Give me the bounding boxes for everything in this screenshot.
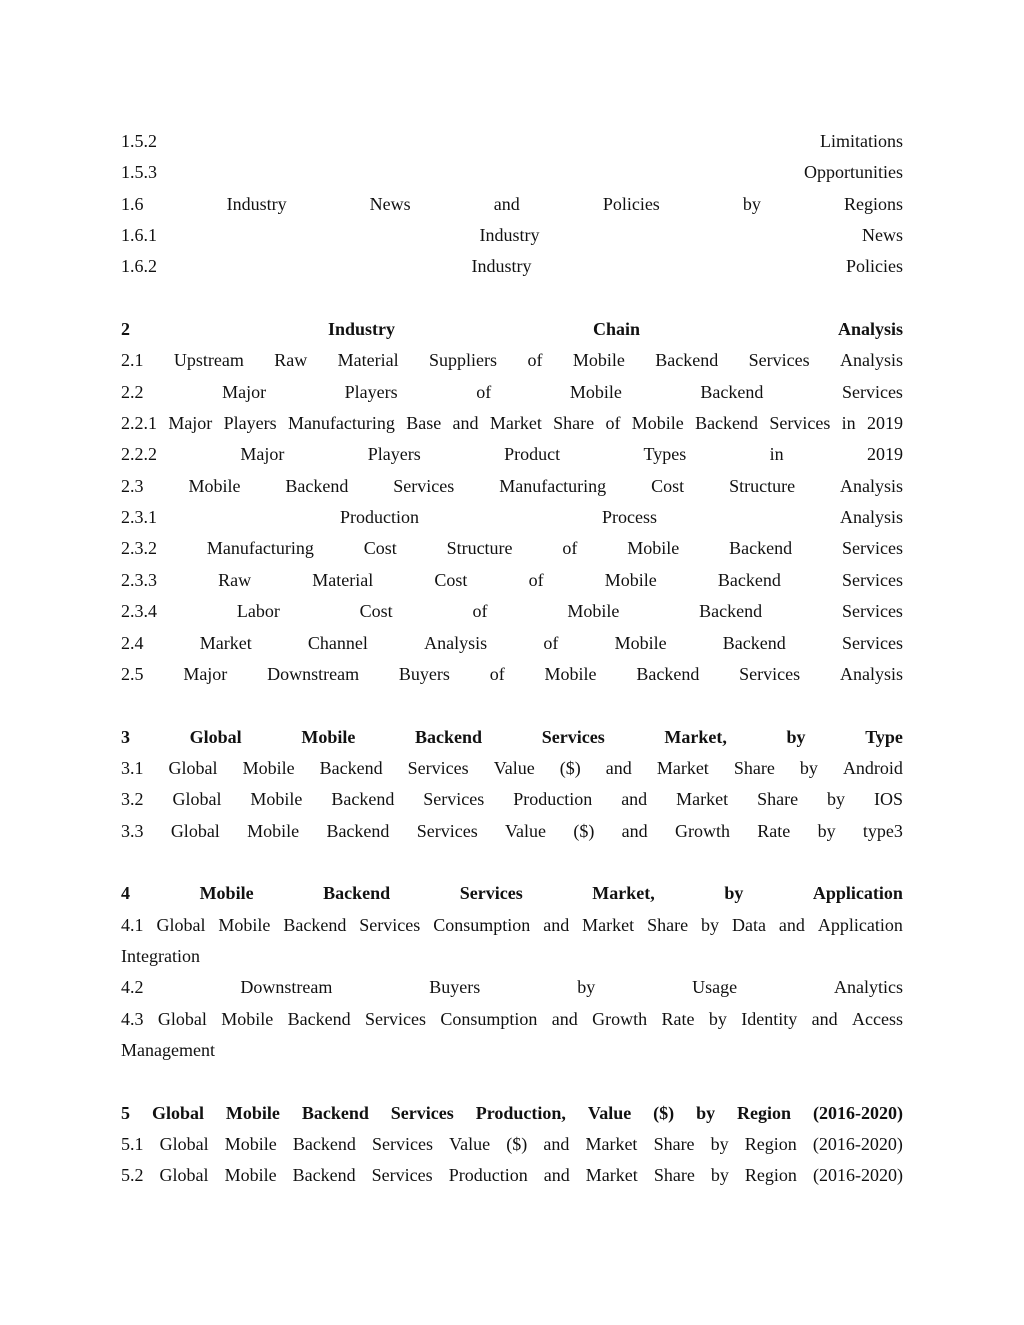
toc-word: Growth — [592, 1008, 648, 1029]
toc-entry — [121, 753, 903, 784]
toc-word: Region — [744, 1134, 797, 1154]
toc-word: 2.2.1 — [121, 413, 157, 434]
toc-word: Services — [841, 538, 903, 559]
toc-word: Mobile — [188, 475, 241, 496]
toc-word: Market — [656, 757, 709, 778]
toc-word: Manufacturing — [499, 475, 607, 496]
section-gap — [121, 690, 903, 721]
toc-word: and — [551, 1008, 578, 1029]
toc-word: Material — [312, 569, 374, 590]
toc-word: Types — [643, 444, 687, 465]
toc-word: Application — [812, 883, 903, 904]
toc-entry — [121, 659, 903, 690]
toc-entry — [121, 533, 903, 564]
toc-word: Market — [585, 1165, 638, 1186]
toc-word: Backend — [323, 883, 391, 904]
toc-word: Mobile — [250, 789, 303, 810]
toc-entry — [121, 377, 903, 408]
toc-word: Services — [541, 726, 605, 747]
toc-word: 2.5 — [121, 663, 144, 684]
toc-entry — [121, 565, 903, 596]
toc-word: Major — [240, 444, 285, 465]
toc-entry — [121, 189, 903, 220]
toc-word: 2019 — [867, 444, 903, 465]
toc-word: Services — [390, 1102, 454, 1123]
toc-entry — [121, 1160, 903, 1191]
toc-word: of — [527, 350, 543, 371]
toc-word: by — [786, 726, 806, 747]
toc-word: Backend — [319, 757, 383, 778]
toc-word: Share — [647, 914, 689, 935]
toc-word: (2016-2020) — [812, 1134, 903, 1154]
toc-word: Services — [841, 569, 903, 590]
toc-entry-wrapped — [121, 910, 903, 941]
toc-word: Backend — [331, 789, 395, 810]
toc-word: Analysis — [839, 663, 903, 684]
toc-word: Market, — [592, 883, 655, 904]
toc-word: Global — [189, 726, 242, 747]
toc-word: by — [710, 1134, 729, 1154]
toc-word: Mobile — [569, 381, 622, 402]
toc-entry-wrapped — [121, 1035, 903, 1066]
toc-word: Access — [851, 1008, 903, 1029]
toc-word: Rate — [757, 820, 791, 841]
toc-word: 2.3.1 — [121, 507, 157, 528]
toc-word: Mobile — [544, 663, 597, 684]
toc-word: 4.2 — [121, 977, 144, 998]
toc-word: Manufacturing — [287, 413, 395, 434]
toc-word: 3.2 — [121, 789, 144, 810]
toc-word: Mobile — [242, 757, 295, 778]
toc-word: News — [369, 193, 411, 214]
toc-word: Raw — [218, 569, 252, 590]
toc-word: Downstream — [267, 663, 360, 684]
toc-word: Backend — [636, 663, 700, 684]
toc-word: 1.6.1 — [121, 225, 157, 246]
toc-word: and — [452, 413, 479, 434]
toc-word: Industry — [471, 256, 532, 277]
toc-word: 1.6.2 — [121, 256, 157, 277]
toc-word: Data — [731, 914, 766, 935]
toc-word: Global — [168, 757, 218, 778]
toc-word: by — [708, 1008, 727, 1029]
toc-word: Analysis — [837, 319, 903, 340]
toc-word: Services — [841, 381, 903, 402]
toc-word: Share — [733, 757, 775, 778]
toc-entry-wrapped — [121, 941, 903, 972]
toc-section-heading — [121, 878, 903, 909]
toc-page — [121, 126, 903, 1192]
toc-word: Consumption — [440, 1008, 538, 1029]
toc-word: Services — [371, 1134, 433, 1154]
toc-word: in — [841, 413, 856, 434]
toc-word: Share — [653, 1165, 695, 1186]
toc-word: Mobile — [199, 883, 254, 904]
toc-word: of — [472, 601, 488, 622]
toc-word: of — [489, 663, 505, 684]
toc-word: and — [543, 914, 570, 935]
toc-word: Channel — [307, 632, 368, 653]
toc-word: Downstream — [240, 977, 333, 998]
toc-word: Upstream — [173, 350, 244, 371]
toc-word: Suppliers — [429, 350, 498, 371]
toc-word: 3 — [121, 726, 130, 747]
toc-word: by — [696, 1102, 716, 1123]
toc-word: Backend — [415, 726, 483, 747]
toc-word: Mobile — [631, 413, 684, 434]
toc-entry — [121, 439, 903, 470]
toc-entry — [121, 126, 903, 157]
toc-word: Backend — [287, 1008, 351, 1029]
toc-word: 2.2 — [121, 381, 144, 402]
toc-word: 2.3.4 — [121, 601, 157, 622]
toc-word: Backend — [301, 1102, 369, 1123]
toc-word: Mobile — [604, 569, 657, 590]
toc-word: Chain — [592, 319, 640, 340]
toc-word: Base — [406, 413, 442, 434]
toc-word: 3.3 — [121, 820, 144, 841]
toc-word: 2.2.2 — [121, 444, 157, 465]
toc-word: Mobile — [224, 1134, 277, 1154]
toc-word: Market — [489, 413, 542, 434]
toc-word: of — [543, 632, 559, 653]
toc-word: Market, — [664, 726, 727, 747]
toc-entry — [121, 784, 903, 815]
toc-word: Mobile — [221, 1008, 274, 1029]
toc-word: Services — [459, 883, 523, 904]
toc-word: Value — [449, 1134, 491, 1154]
toc-word: Global — [159, 1165, 209, 1186]
toc-word: Share — [653, 1134, 695, 1154]
toc-word: of — [605, 413, 621, 434]
toc-word: Consumption — [433, 914, 531, 935]
toc-word: Backend — [717, 569, 781, 590]
toc-word: (2016-2020) — [812, 1165, 903, 1186]
toc-word: Mobile — [572, 350, 625, 371]
toc-word: Product — [504, 444, 561, 465]
toc-word: in — [769, 444, 784, 465]
toc-word: ($) — [559, 757, 581, 778]
toc-word: by — [577, 977, 596, 998]
toc-word: 1.5.2 — [121, 131, 157, 151]
toc-word: Analysis — [424, 632, 488, 653]
toc-word: Share — [757, 789, 799, 810]
toc-word: Players — [223, 413, 277, 434]
toc-word: Buyers — [398, 663, 450, 684]
toc-entry — [121, 972, 903, 1003]
toc-word: type3 — [862, 820, 903, 841]
toc-word: Industry — [226, 193, 287, 214]
toc-word: of — [476, 381, 492, 402]
toc-word: Mobile — [247, 820, 300, 841]
toc-word: Services — [748, 350, 810, 371]
toc-word: Industry — [327, 319, 395, 340]
toc-word: and — [778, 914, 805, 935]
toc-word: 4 — [121, 883, 130, 904]
toc-word: and — [605, 757, 632, 778]
toc-word: Production — [513, 789, 593, 810]
toc-word: Cost — [434, 569, 468, 590]
toc-word: and — [543, 1165, 570, 1186]
toc-word: Major — [183, 663, 228, 684]
toc-word: Services — [407, 757, 469, 778]
toc-word: News — [862, 225, 903, 246]
toc-word: Backend — [283, 914, 347, 935]
section-gap — [121, 847, 903, 878]
toc-word: by — [799, 757, 818, 778]
section-gap — [121, 1066, 903, 1097]
toc-word: Production, — [475, 1102, 566, 1123]
toc-word: of — [562, 538, 578, 559]
toc-word: Value — [587, 1102, 632, 1123]
toc-word: Usage — [692, 977, 738, 998]
toc-word: by — [724, 883, 744, 904]
toc-word: 5.1 — [121, 1134, 144, 1154]
toc-word: Services — [359, 914, 421, 935]
toc-entry — [121, 502, 903, 533]
toc-entry — [121, 408, 903, 439]
toc-word: ($) — [506, 1134, 528, 1154]
toc-word: Value — [505, 820, 547, 841]
toc-entry — [121, 628, 903, 659]
toc-word: Services — [416, 820, 478, 841]
toc-word: Rate — [661, 1008, 695, 1029]
toc-word: Structure — [446, 538, 513, 559]
toc-word: 2.3.2 — [121, 538, 157, 559]
toc-word: Backend — [655, 350, 719, 371]
toc-word: Value — [493, 757, 535, 778]
toc-word: Mobile — [627, 538, 680, 559]
toc-word: ($) — [573, 820, 595, 841]
toc-word: Labor — [236, 601, 280, 622]
toc-word: Industry — [479, 225, 540, 246]
toc-entry — [121, 596, 903, 627]
toc-word: 5 — [121, 1102, 130, 1123]
toc-word: Android — [842, 757, 903, 778]
toc-word: Share — [553, 413, 595, 434]
toc-word: Global — [170, 820, 220, 841]
toc-word: Production — [340, 507, 419, 528]
toc-word: Global — [151, 1102, 204, 1123]
toc-word: Services — [739, 663, 801, 684]
toc-word: Backend — [700, 381, 764, 402]
toc-word: 1.6 — [121, 193, 144, 214]
toc-word: (2016-2020) — [812, 1102, 903, 1123]
toc-word: Limitations — [820, 131, 903, 151]
toc-word: Region — [737, 1102, 792, 1123]
toc-word: and — [621, 820, 648, 841]
toc-word: Structure — [729, 475, 796, 496]
toc-word: IOS — [873, 789, 903, 810]
toc-word: Identity — [741, 1008, 798, 1029]
toc-word: 2.1 — [121, 350, 144, 371]
toc-word: Backend — [699, 601, 763, 622]
toc-word: Raw — [274, 350, 308, 371]
toc-word: and — [621, 789, 648, 810]
toc-word: Regions — [843, 193, 903, 214]
toc-entry — [121, 1129, 903, 1160]
toc-section-heading — [121, 1098, 903, 1129]
toc-word: 2.3 — [121, 475, 144, 496]
toc-entry — [121, 220, 903, 251]
toc-word: Market — [585, 1134, 638, 1154]
toc-word: and — [811, 1008, 838, 1029]
toc-word: Services — [842, 632, 903, 653]
toc-word: 4.3 — [121, 1008, 144, 1029]
toc-word: Buyers — [429, 977, 481, 998]
toc-word: Type — [865, 726, 903, 747]
toc-word: 5.2 — [121, 1165, 144, 1186]
toc-word: Analysis — [839, 350, 903, 371]
toc-word: Analysis — [840, 507, 903, 528]
toc-entry — [121, 251, 903, 282]
section-gap — [121, 283, 903, 314]
toc-word: Mobile — [301, 726, 356, 747]
toc-word: Mobile — [218, 914, 271, 935]
toc-word: Cost — [363, 538, 397, 559]
toc-word: Process — [602, 507, 657, 528]
toc-word: Manufacturing — [206, 538, 314, 559]
toc-word: Growth — [674, 820, 730, 841]
toc-word: Policies — [846, 256, 903, 277]
toc-word: Analytics — [834, 977, 903, 998]
toc-word: Policies — [602, 193, 660, 214]
toc-word: Backend — [722, 632, 786, 653]
toc-word: by — [742, 193, 761, 214]
toc-word: ($) — [653, 1102, 675, 1123]
toc-word: Backend — [326, 820, 390, 841]
toc-word: 1.5.3 — [121, 162, 157, 183]
toc-word: Global — [159, 1134, 209, 1154]
toc-word: Services — [769, 413, 831, 434]
toc-word: 2 — [121, 319, 130, 340]
toc-word: Global — [156, 914, 206, 935]
toc-word: Market — [199, 632, 252, 653]
toc-word: by — [710, 1165, 729, 1186]
toc-word: Services — [423, 789, 485, 810]
toc-word: Market — [582, 914, 635, 935]
toc-word: Material — [337, 350, 399, 371]
toc-word: Services — [841, 601, 903, 622]
toc-word: Backend — [292, 1165, 356, 1186]
toc-word: Production — [448, 1165, 528, 1186]
toc-word: Mobile — [224, 1165, 277, 1186]
toc-word: by — [701, 914, 720, 935]
toc-word: Market — [676, 789, 729, 810]
toc-entry — [121, 345, 903, 376]
toc-word: Backend — [695, 413, 759, 434]
toc-section-heading — [121, 314, 903, 345]
toc-word: Major — [222, 381, 267, 402]
toc-entry-wrapped — [121, 1004, 903, 1035]
toc-entry — [121, 157, 903, 188]
toc-word: Mobile — [567, 601, 620, 622]
toc-word: Analysis — [840, 475, 903, 496]
toc-word: Services — [393, 475, 455, 496]
toc-word: 4.1 — [121, 914, 144, 935]
toc-word: Services — [371, 1165, 433, 1186]
toc-word: 3.1 — [121, 757, 144, 778]
toc-entry — [121, 816, 903, 847]
toc-word: and — [543, 1134, 570, 1154]
toc-word: 2.3.3 — [121, 569, 157, 590]
toc-word: and — [493, 193, 520, 214]
toc-word: 2019 — [866, 413, 903, 434]
toc-word: Management — [121, 1039, 215, 1060]
toc-word: Players — [344, 381, 398, 402]
toc-word: Integration — [121, 945, 200, 966]
toc-word: Mobile — [225, 1102, 280, 1123]
toc-word: Backend — [292, 1134, 356, 1154]
toc-section-heading — [121, 722, 903, 753]
toc-word: Backend — [285, 475, 349, 496]
toc-word: by — [817, 820, 836, 841]
toc-word: of — [528, 569, 544, 590]
toc-word: Application — [817, 914, 903, 935]
toc-word: by — [827, 789, 846, 810]
toc-word: Players — [367, 444, 421, 465]
toc-word: Global — [157, 1008, 207, 1029]
toc-word: 2.4 — [121, 632, 144, 653]
toc-word: Major — [168, 413, 213, 434]
toc-word: Region — [744, 1165, 797, 1186]
toc-word: Cost — [651, 475, 685, 496]
toc-entry — [121, 471, 903, 502]
toc-word: Opportunities — [804, 162, 903, 183]
toc-word: Cost — [359, 601, 393, 622]
toc-word: Backend — [729, 538, 793, 559]
toc-word: Global — [172, 789, 222, 810]
toc-word: Mobile — [614, 632, 667, 653]
toc-word: Services — [364, 1008, 426, 1029]
